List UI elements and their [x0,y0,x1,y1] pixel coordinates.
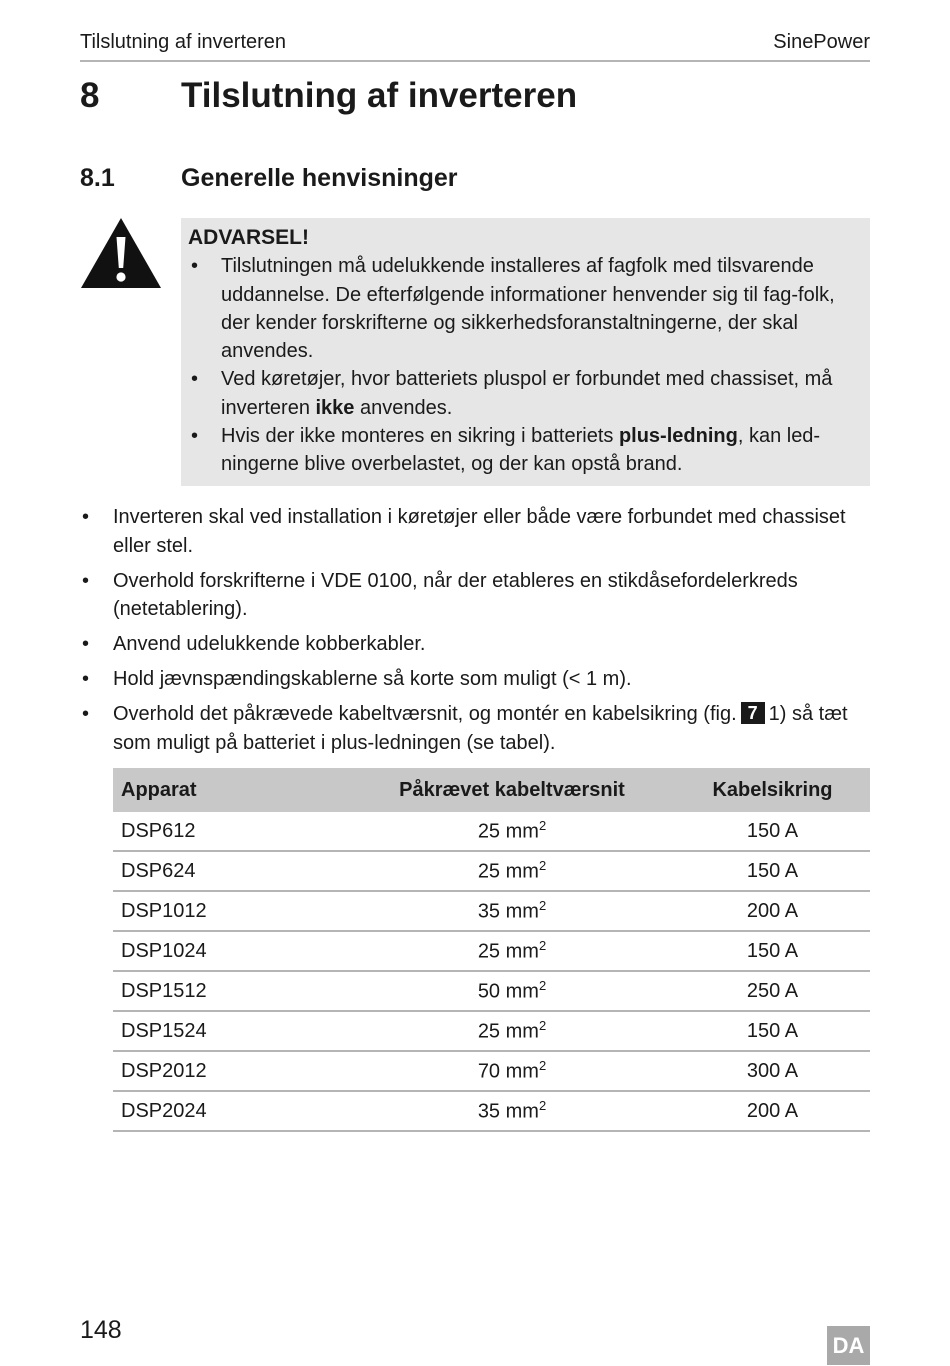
cell-cross-section [349,1051,675,1091]
cell-area-exponent: 2 [538,818,547,834]
cell-area-unit: mm [505,860,539,883]
cell-fuse: 150 A [675,851,870,891]
cell-area-unit: mm [505,1100,539,1123]
column-header-device: Apparat [113,768,349,812]
cell-cross-section [349,1011,675,1051]
list-item [80,665,875,694]
language-badge: DA [827,1326,870,1365]
list-item [80,567,875,624]
cell-device: DSP612 [113,812,349,851]
cell-device: DSP2024 [113,1091,349,1131]
cell-fuse: 250 A [675,971,870,1011]
header-product-name: SinePower [773,31,870,53]
cell-device: DSP1524 [113,1011,349,1051]
warning-box [181,218,870,486]
table-row [113,1011,870,1051]
warning-item [188,422,862,479]
figure-reference-badge: 7 [741,702,765,724]
cell-area-unit: mm [505,980,539,1003]
cell-fuse: 200 A [675,1091,870,1131]
cell-area-value: 35 [477,1100,501,1123]
cell-area-exponent: 2 [538,1058,547,1074]
cell-area-value: 25 [477,860,501,883]
table-row [113,812,870,851]
cell-area-value: 25 [477,940,501,963]
instruction-list [80,503,875,764]
cell-cross-section [349,891,675,931]
cell-area-unit: mm [505,1060,539,1083]
page-number: 148 [80,1316,122,1344]
warning-emphasis: ikke [315,396,355,419]
table-row [113,1051,870,1091]
table-row [113,1091,870,1131]
section-number: 8.1 [80,164,115,192]
warning-title: ADVARSEL! [188,226,309,249]
list-item-text: 1) så tæt som muligt på batteriet i plus-ledningen (se tabel). [113,703,848,754]
table-row [113,891,870,931]
warning-emphasis: plus-ledning [618,425,738,448]
cell-fuse: 200 A [675,891,870,931]
cell-cross-section [349,851,675,891]
list-item-text: Inverteren skal ved installation i køretøjer eller både være forbundet med chassiset eller stel. [113,506,846,557]
cell-area-value: 25 [477,1020,501,1043]
warning-item-text: Ved køretøjer, hvor batteriets pluspol er forbundet med chassiset, må inverteren [221,368,833,419]
cell-device: DSP1512 [113,971,349,1011]
cell-area-value: 35 [477,900,501,923]
cell-area-unit: mm [505,1020,539,1043]
cell-area-value: 70 [477,1060,501,1083]
cell-area-exponent: 2 [538,938,547,954]
chapter-title: Tilslutning af inverteren [181,76,578,115]
warning-item [188,252,862,365]
cell-area-value: 25 [477,820,501,843]
bullet: • [82,633,90,655]
list-item [80,503,875,560]
table-row [113,971,870,1011]
warning-item-text: Tilslutningen må udelukkende installeres af fagfolk med tilsvarende uddannelse. De efterfølgende informationer henvender sig til fag-folk, der kender forskrifterne og sikkerhedsforanstaltningerne, der skal anvendes. [221,255,835,363]
bullet: • [82,668,90,690]
list-item-text: Overhold det påkrævede kabeltværsnit, og montér en kabelsikring (fig. [113,703,737,725]
cable-table [113,768,870,1132]
section-title: Generelle henvisninger [181,164,458,192]
warning-list [188,252,862,478]
cell-device: DSP624 [113,851,349,891]
list-item [80,630,875,659]
warning-item [188,365,862,422]
page-header [80,30,870,62]
cell-device: DSP2012 [113,1051,349,1091]
bullet: • [191,255,199,278]
column-header-cross-section: Påkrævet kabeltværsnit [349,768,675,812]
column-header-fuse: Kabelsikring [675,768,870,812]
cell-area-exponent: 2 [538,1098,547,1114]
cell-device: DSP1012 [113,891,349,931]
bullet: • [82,703,90,725]
cell-fuse: 300 A [675,1051,870,1091]
cell-cross-section [349,971,675,1011]
cell-area-unit: mm [505,900,539,923]
cell-area-exponent: 2 [538,898,547,914]
cell-device: DSP1024 [113,931,349,971]
cell-fuse: 150 A [675,1011,870,1051]
table-row [113,931,870,971]
table-row [113,851,870,891]
list-item-text: Overhold forskrifterne i VDE 0100, når der etableres en stikdåsefordelerkreds (netetablering). [113,569,798,620]
cell-fuse: 150 A [675,931,870,971]
warning-triangle-icon [80,217,162,289]
cell-area-exponent: 2 [538,978,547,994]
bullet: • [82,569,90,592]
warning-item-text: anvendes. [354,396,453,419]
warning-item-text: Hvis der ikke monteres en sikring i batteriets [221,425,619,448]
header-chapter-title: Tilslutning af inverteren [80,31,287,53]
table-header-row [113,768,870,812]
cell-cross-section [349,1091,675,1131]
list-item [80,700,875,757]
list-item-text: Anvend udelukkende kobberkabler. [113,633,426,655]
cell-area-unit: mm [505,940,539,963]
cell-area-value: 50 [477,980,501,1003]
chapter-number: 8 [80,76,100,115]
cell-cross-section [349,812,675,851]
bullet: • [191,425,199,448]
cell-cross-section [349,931,675,971]
cell-area-unit: mm [505,820,539,843]
cell-area-exponent: 2 [538,1018,547,1034]
bullet: • [191,368,199,391]
list-item-text: Hold jævnspændingskablerne så korte som muligt (< 1 m). [113,668,632,690]
cell-area-exponent: 2 [538,858,547,874]
warning-item-text: , kan led-ningerne blive overbelastet, og der kan opstå brand. [221,425,821,476]
cell-fuse: 150 A [675,812,870,851]
bullet: • [82,506,90,528]
